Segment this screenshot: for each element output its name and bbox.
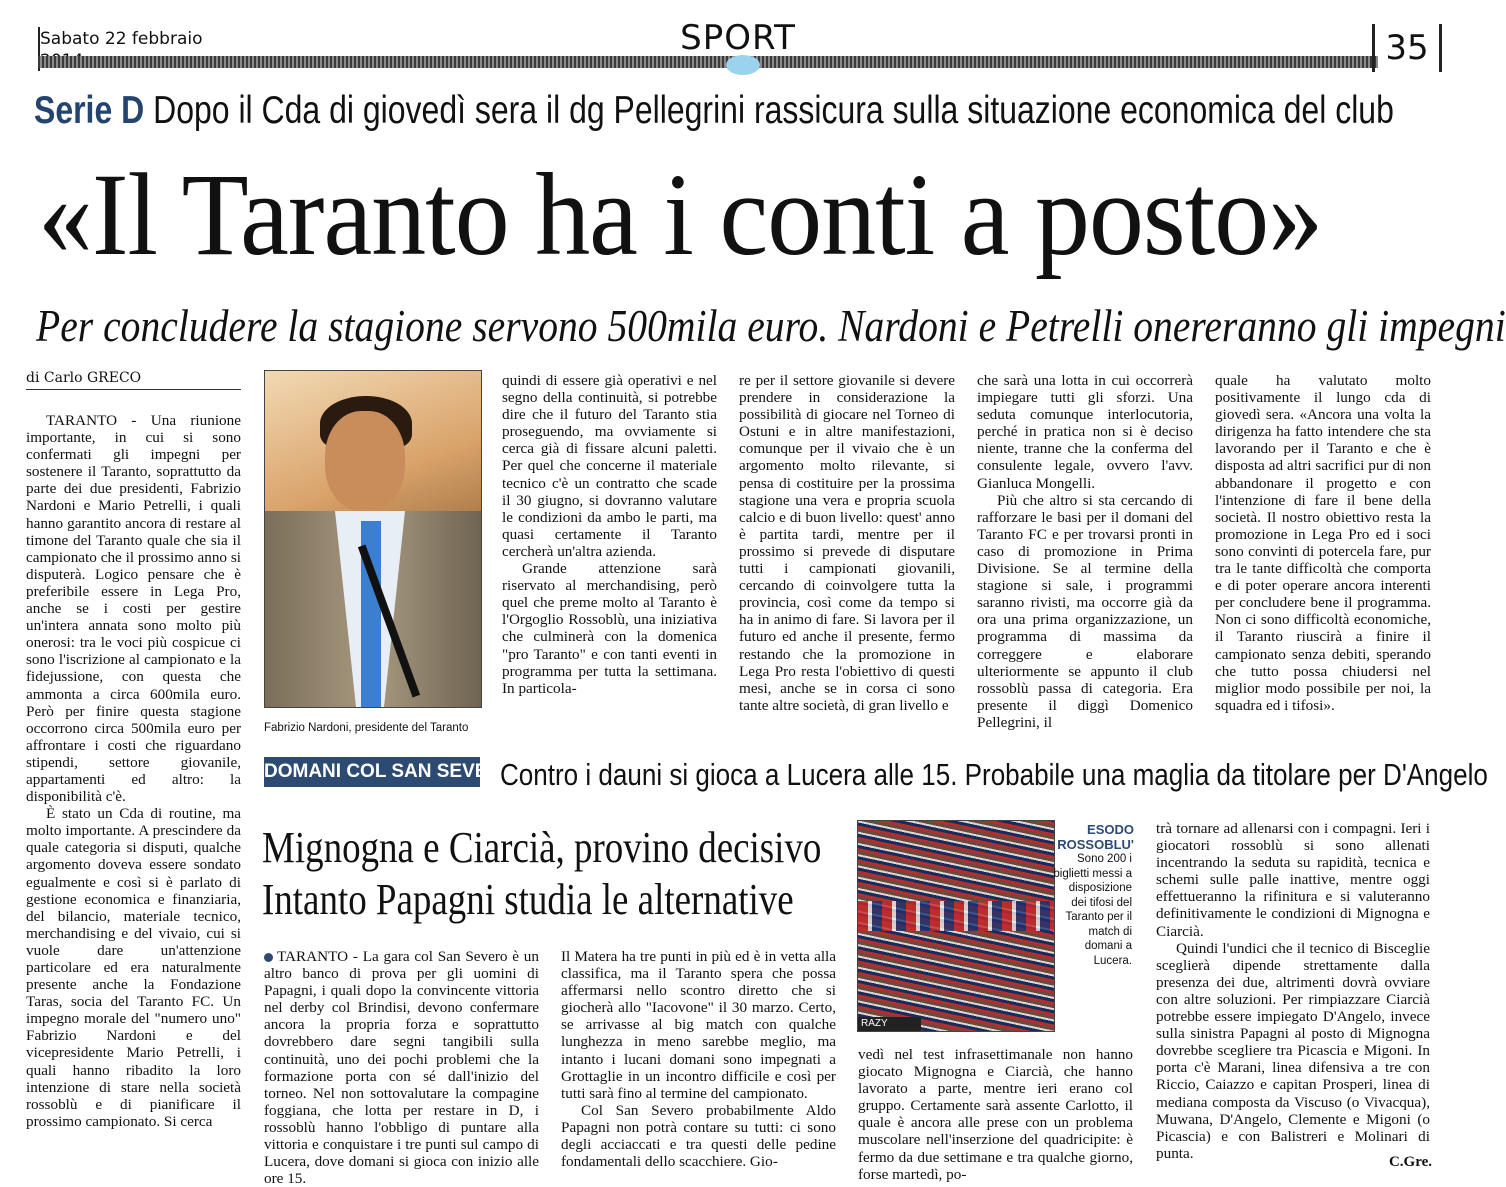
paragraph: Col San Severo probabilmente Aldo Papagni non potrà contare su tutti: ci sono degli acciaccati e tra questi delle pedine fondamentali dello scacchiere. Gio- xyxy=(561,1101,836,1171)
section-logo-mark xyxy=(726,55,760,75)
article-column-4 xyxy=(739,372,955,740)
photo-tag: RAZY xyxy=(858,1017,921,1031)
section-banner: DOMANI COL SAN SEVERO xyxy=(264,757,480,787)
article2-headline xyxy=(262,822,822,926)
headline-line: Intanto Papagni studia le alternative xyxy=(262,875,794,924)
section-title: SPORT xyxy=(680,18,796,58)
article-column-6 xyxy=(1215,372,1431,740)
paragraph-text: TARANTO - La gara col San Severo è un altro banco di prova per gli uomini di Papagni, i quali dopo la convincente vittoria nel derby col Brindisi, devono confermare ancora la propria forza e soprattutto dovrebbero dare segni tangibili sulla continuità, uno dei pochi problemi che la formazione porta con sé dall'inizio del torneo. Nel non sottovalutare la compagine foggiana, che lotta per restare in D, i rossoblù hanno l'obbligo di puntare alla vittoria e conquistare i tre punti sul campo di Lucera, dove domani si gioca con inizio alle ore 15. xyxy=(264,948,539,1187)
kicker-tag: Serie D xyxy=(34,89,145,132)
headline: «Il Taranto ha i conti a posto» xyxy=(38,149,1323,280)
paragraph: che sarà una lotta in cui occorrerà impiegare tutti gli sforzi. Una seduta comunque interlocutoria, perché in pratica non si è deciso niente, tranne che la conferma del consulente legale, ovvero l'avv. Gianluca Mongelli. xyxy=(977,372,1193,492)
banner-subtitle: Contro i dauni si gioca a Lucera alle 15. Probabile una maglia da titolare per D'Angelo xyxy=(500,757,1488,792)
paragraph: Più che altro si sta cercando di rafforzare le basi per il domani del Taranto FC e per trovarsi pronti in caso di promozione in Prima Divisione. Se al termine della stagione si sale, i programmi saranno rivisti, ma occorre già da ora una prima organizzazione, un programma di massima da correggere e elaborare ulteriormente se appunto il club rossoblù passa di categoria. Era presente il diggì Domenico Pellegrini, il xyxy=(977,491,1193,731)
photo-banner-stripe xyxy=(858,901,1054,931)
paragraph: Il Matera ha tre punti in più ed è in vetta alla classifica, ma il Taranto spera che possa affermarsi nello scontro diretto che si giocherà allo "Iacovone" il 30 marzo. Certo, se arrivasse al big match con qualche lunghezza in meno sarebbe meglio, ma intanto i lucani domani sono impegnati a Grottaglie in un incontro difficile e così per tutti sarà fino al termine del campionato. xyxy=(561,948,836,1102)
article2-column-3 xyxy=(858,1046,1133,1183)
page-number: 35 xyxy=(1372,24,1442,72)
photo-caption: Fabrizio Nardoni, presidente del Taranto xyxy=(264,722,469,734)
issue-date: Sabato 22 febbraio xyxy=(40,29,203,49)
article2-column-1 xyxy=(264,948,539,1187)
paragraph: vedì nel test infrasettimanale non hanno giocato Mignogna e Ciarcià, che hanno lavorato a parte, mentre ieri erano col gruppo. Certamente sarà assente Carlotto, il quale è ancora alle prese con un problema muscolare nell'inserzione del quadricipite: è fermo da due settimane e tra qualche giorno, forse martedì, po- xyxy=(858,1046,1133,1183)
article-column-3 xyxy=(502,372,717,740)
article2-column-2 xyxy=(561,948,836,1178)
paragraph: trà tornare ad allenarsi con i compagni. Ieri i giocatori rossoblù si sono allenati incentrando la seduta su rapidità, tecnica e schemi sulle palle inattive, mentre oggi effettueranno la rifinitura e si valuteranno definitivamente le condizioni di Mignogna e Ciarcià. xyxy=(1156,820,1430,940)
photo2-caption: Sono 200 i biglietti messi a disposizione dei tifosi del Taranto per il match di domani a Lucera. xyxy=(1053,853,1132,967)
paragraph: Grande attenzione sarà riservato al merchandising, però quel che preme molto al Taranto è l'Orgoglio Rossoblù, una iniziativa che culminerà con la domenica "pro Taranto" e con tanti eventi in programma per tutta la settimana. In particola- xyxy=(502,560,717,697)
paragraph: quindi di essere già operativi e nel segno della continuità, si potrebbe dire che il futuro del Taranto stia proseguendo, ma ovviamente si cerca già di fissare alcuni paletti. Per quel che concerne il materiale tecnico c'è un contratto che scade il 30 giugno, si dovranno valutare le condizioni da ambo le parti, ma quasi certamente il Taranto cercherà un'altra azienda. xyxy=(502,372,717,560)
paragraph: È stato un Cda di routine, ma molto importante. A prescindere da quale categoria si disputi, qualche argomento doveva essere sondato egualmente e così si è parlato di gestione economica e finanziaria, del bilancio, materiale tecnico, merchandising e del vivaio, cui si vuole dare un'attenzione particolare ed era naturalmente presente anche la Fondazione Taras, socia del Taranto FC. Un impegno morale del "numero uno" Fabrizio Nardoni e del vicepresidente Mario Petrelli, i quali hanno ribadito la loro intenzione di stare nella società rossoblù e di pianificare il prossimo campionato. Si cerca xyxy=(26,805,241,1130)
photo-nardoni xyxy=(264,370,482,708)
headline-line: Mignogna e Ciarcià, provino decisivo xyxy=(262,823,822,872)
kicker-text: Dopo il Cda di giovedì sera il dg Pellegrini rassicura sulla situazione economica del club xyxy=(153,89,1394,132)
paragraph: quale ha valutato molto positivamente il lungo cda di giovedì sera. «Ancora una volta la dirigenza ha fatto intendere che sta lavorando per il Taranto e che è disposta ad altri sacrifici pur di non abbandonare il progetto e con l'intenzione di fare il bene della società. Il nostro obiettivo resta la promozione in Lega Pro ed i soci sono convinti di potercela fare, pur tra le tante difficoltà che comporta e di poter operare ancora interenti per concludere bene il programma. Non ci sono difficoltà economiche, il Taranto riuscirà a finire il campionato senza debiti, sperando che tutto possa chiudersi nel miglior modo possibile per noi, la squadra ed i tifosi». xyxy=(1215,372,1431,714)
article-column-5 xyxy=(977,372,1193,740)
paragraph: re per il settore giovanile si devere prendere in considerazione la possibilità di giocare nel Torneo di Ostuni e in altre manifestazioni, comunque per il vivaio che è un argomento molto rilevante, si pensa di costituire per la prossima stagione una vera e propria scuola calcio e di buon livello: quest' anno è partita tardi, mentre per il prossimo si prevede di disputare tutti i campionati giovanili, cercando di coinvolgere tutta la provincia, così come da tempo si ha in animo di fare. Si lavora per il futuro ed anche il presente, fermo restando che la promozione in Lega Pro resta l'obiettivo di questi mesi, anche se in corsa ci sono tante altre società, di gran livello e xyxy=(739,372,955,714)
bullet-icon xyxy=(264,953,273,962)
photo2-title: ESODO ROSSOBLU' xyxy=(1057,822,1134,852)
byline: di Carlo GRECO xyxy=(26,370,241,390)
signature: C.Gre. xyxy=(1388,1154,1432,1170)
paragraph: Quindi l'undici che il tecnico di Bisceglie sceglierà dipende strettamente dalla presenza dei due, altrimenti dovrà ovviare con altre soluzioni. Per rimpiazzare Ciarcià potrebbe essere impiegato D'Angelo, invece sulla sinistra Papagni al posto di Mignogna dovrebbe scegliere tra Picascia e Migoni. In porta c'è Marani, linea difensiva a tre con Riccio, Caiazzo e capitan Prosperi, linea di mediana composta da Viscuso (o Vivacqua), Muwana, D'Angelo, Clemente e Migoni (o Picascia) e con Balistreri e Molinari di punta. xyxy=(1156,939,1430,1162)
paragraph: TARANTO - Una riunione importante, in cui si sono confermati gli impegni per sostenere il Taranto, soprattutto da parte dei due presidenti, Fabrizio Nardoni e Mario Petrelli, i quali hanno garantito ancora di restare al timone del Taranto quale che sia il campionato che il prossimo anno si disputerà. Logico pensare che è preferibile essere in Lega Pro, anche se i costi per gestire un'intera annata sono molto più onerosi: tra le voci più cospicue ci sono l'iscrizione al campionato e la fidejussione, con questa che ammonta a circa 600mila euro. Però per finire questa stagione occorrono circa 500mila euro per affrontare i costi che riguardano stipendi, settore giovanile, appartamenti ed altro: la disponibilità c'è. xyxy=(26,412,241,806)
photo-face xyxy=(325,411,405,511)
subheadline: Per concludere la stagione servono 500mila euro. Nardoni e Petrelli onereranno gli impegni xyxy=(36,301,1506,351)
article2-column-4 xyxy=(1156,820,1430,1160)
photo-fans xyxy=(857,820,1055,1032)
kicker xyxy=(34,88,1394,134)
article-column-1 xyxy=(26,412,241,1177)
paragraph xyxy=(264,948,539,1187)
